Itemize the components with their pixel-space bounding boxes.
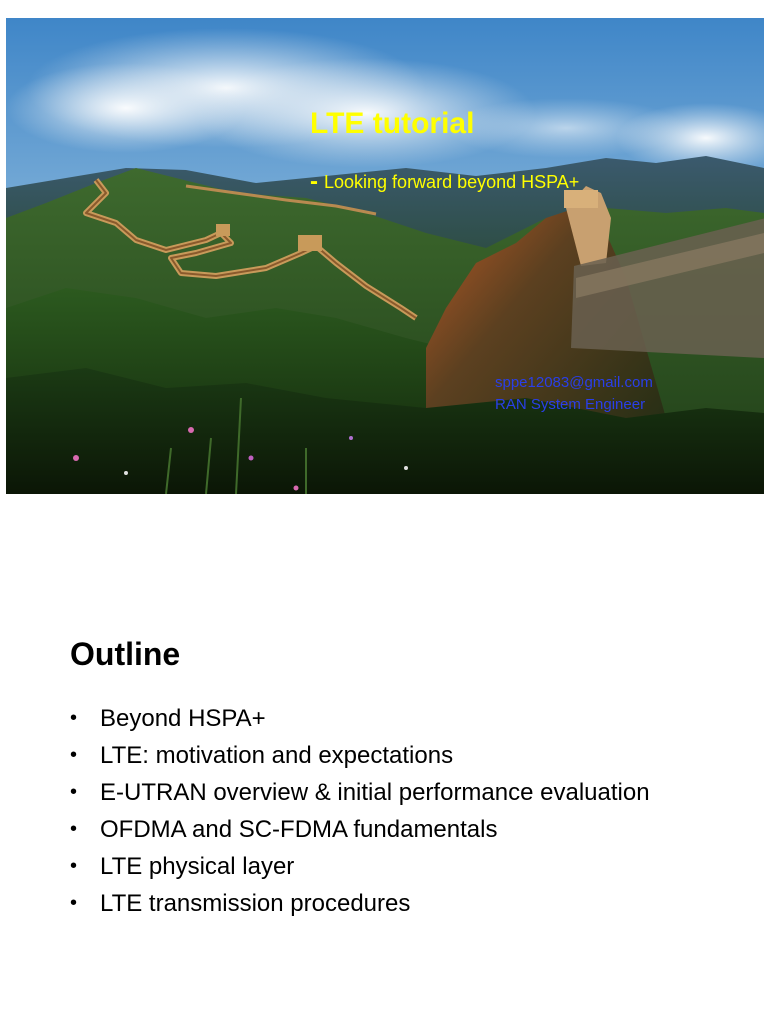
outline-item-text: LTE: motivation and expectations bbox=[100, 742, 454, 769]
great-wall-landscape-image bbox=[6, 18, 764, 494]
bullet: • bbox=[70, 855, 78, 877]
bullet: • bbox=[70, 744, 78, 766]
bullet: • bbox=[70, 818, 78, 840]
outline-item bbox=[70, 700, 650, 737]
author-contact bbox=[495, 372, 653, 416]
outline-item bbox=[70, 737, 650, 774]
title-slide bbox=[6, 18, 764, 494]
outline-item-text: Beyond HSPA+ bbox=[100, 705, 266, 732]
bullet: • bbox=[70, 707, 78, 729]
outline-item bbox=[70, 811, 650, 848]
bullet: • bbox=[70, 892, 78, 914]
bullet: • bbox=[70, 781, 78, 803]
outline-item bbox=[70, 848, 650, 885]
outline-slide bbox=[0, 510, 768, 1024]
outline-item-text: E-UTRAN overview & initial performance evaluation bbox=[100, 779, 650, 806]
subtitle-text: Looking forward beyond HSPA+ bbox=[324, 172, 580, 192]
outline-item bbox=[70, 885, 650, 922]
outline-heading: Outline bbox=[70, 636, 181, 672]
outline-item-text: LTE transmission procedures bbox=[100, 890, 411, 917]
slide-subtitle bbox=[310, 168, 579, 196]
slide-title: LTE tutorial bbox=[310, 107, 475, 140]
subtitle-dash: - bbox=[310, 168, 318, 195]
outline-list bbox=[70, 700, 650, 922]
outline-item bbox=[70, 774, 650, 811]
outline-item-text: LTE physical layer bbox=[100, 853, 295, 880]
contact-email: sppe12083@gmail.com bbox=[495, 374, 653, 391]
outline-item-text: OFDMA and SC-FDMA fundamentals bbox=[100, 816, 498, 843]
contact-role: RAN System Engineer bbox=[495, 396, 646, 413]
